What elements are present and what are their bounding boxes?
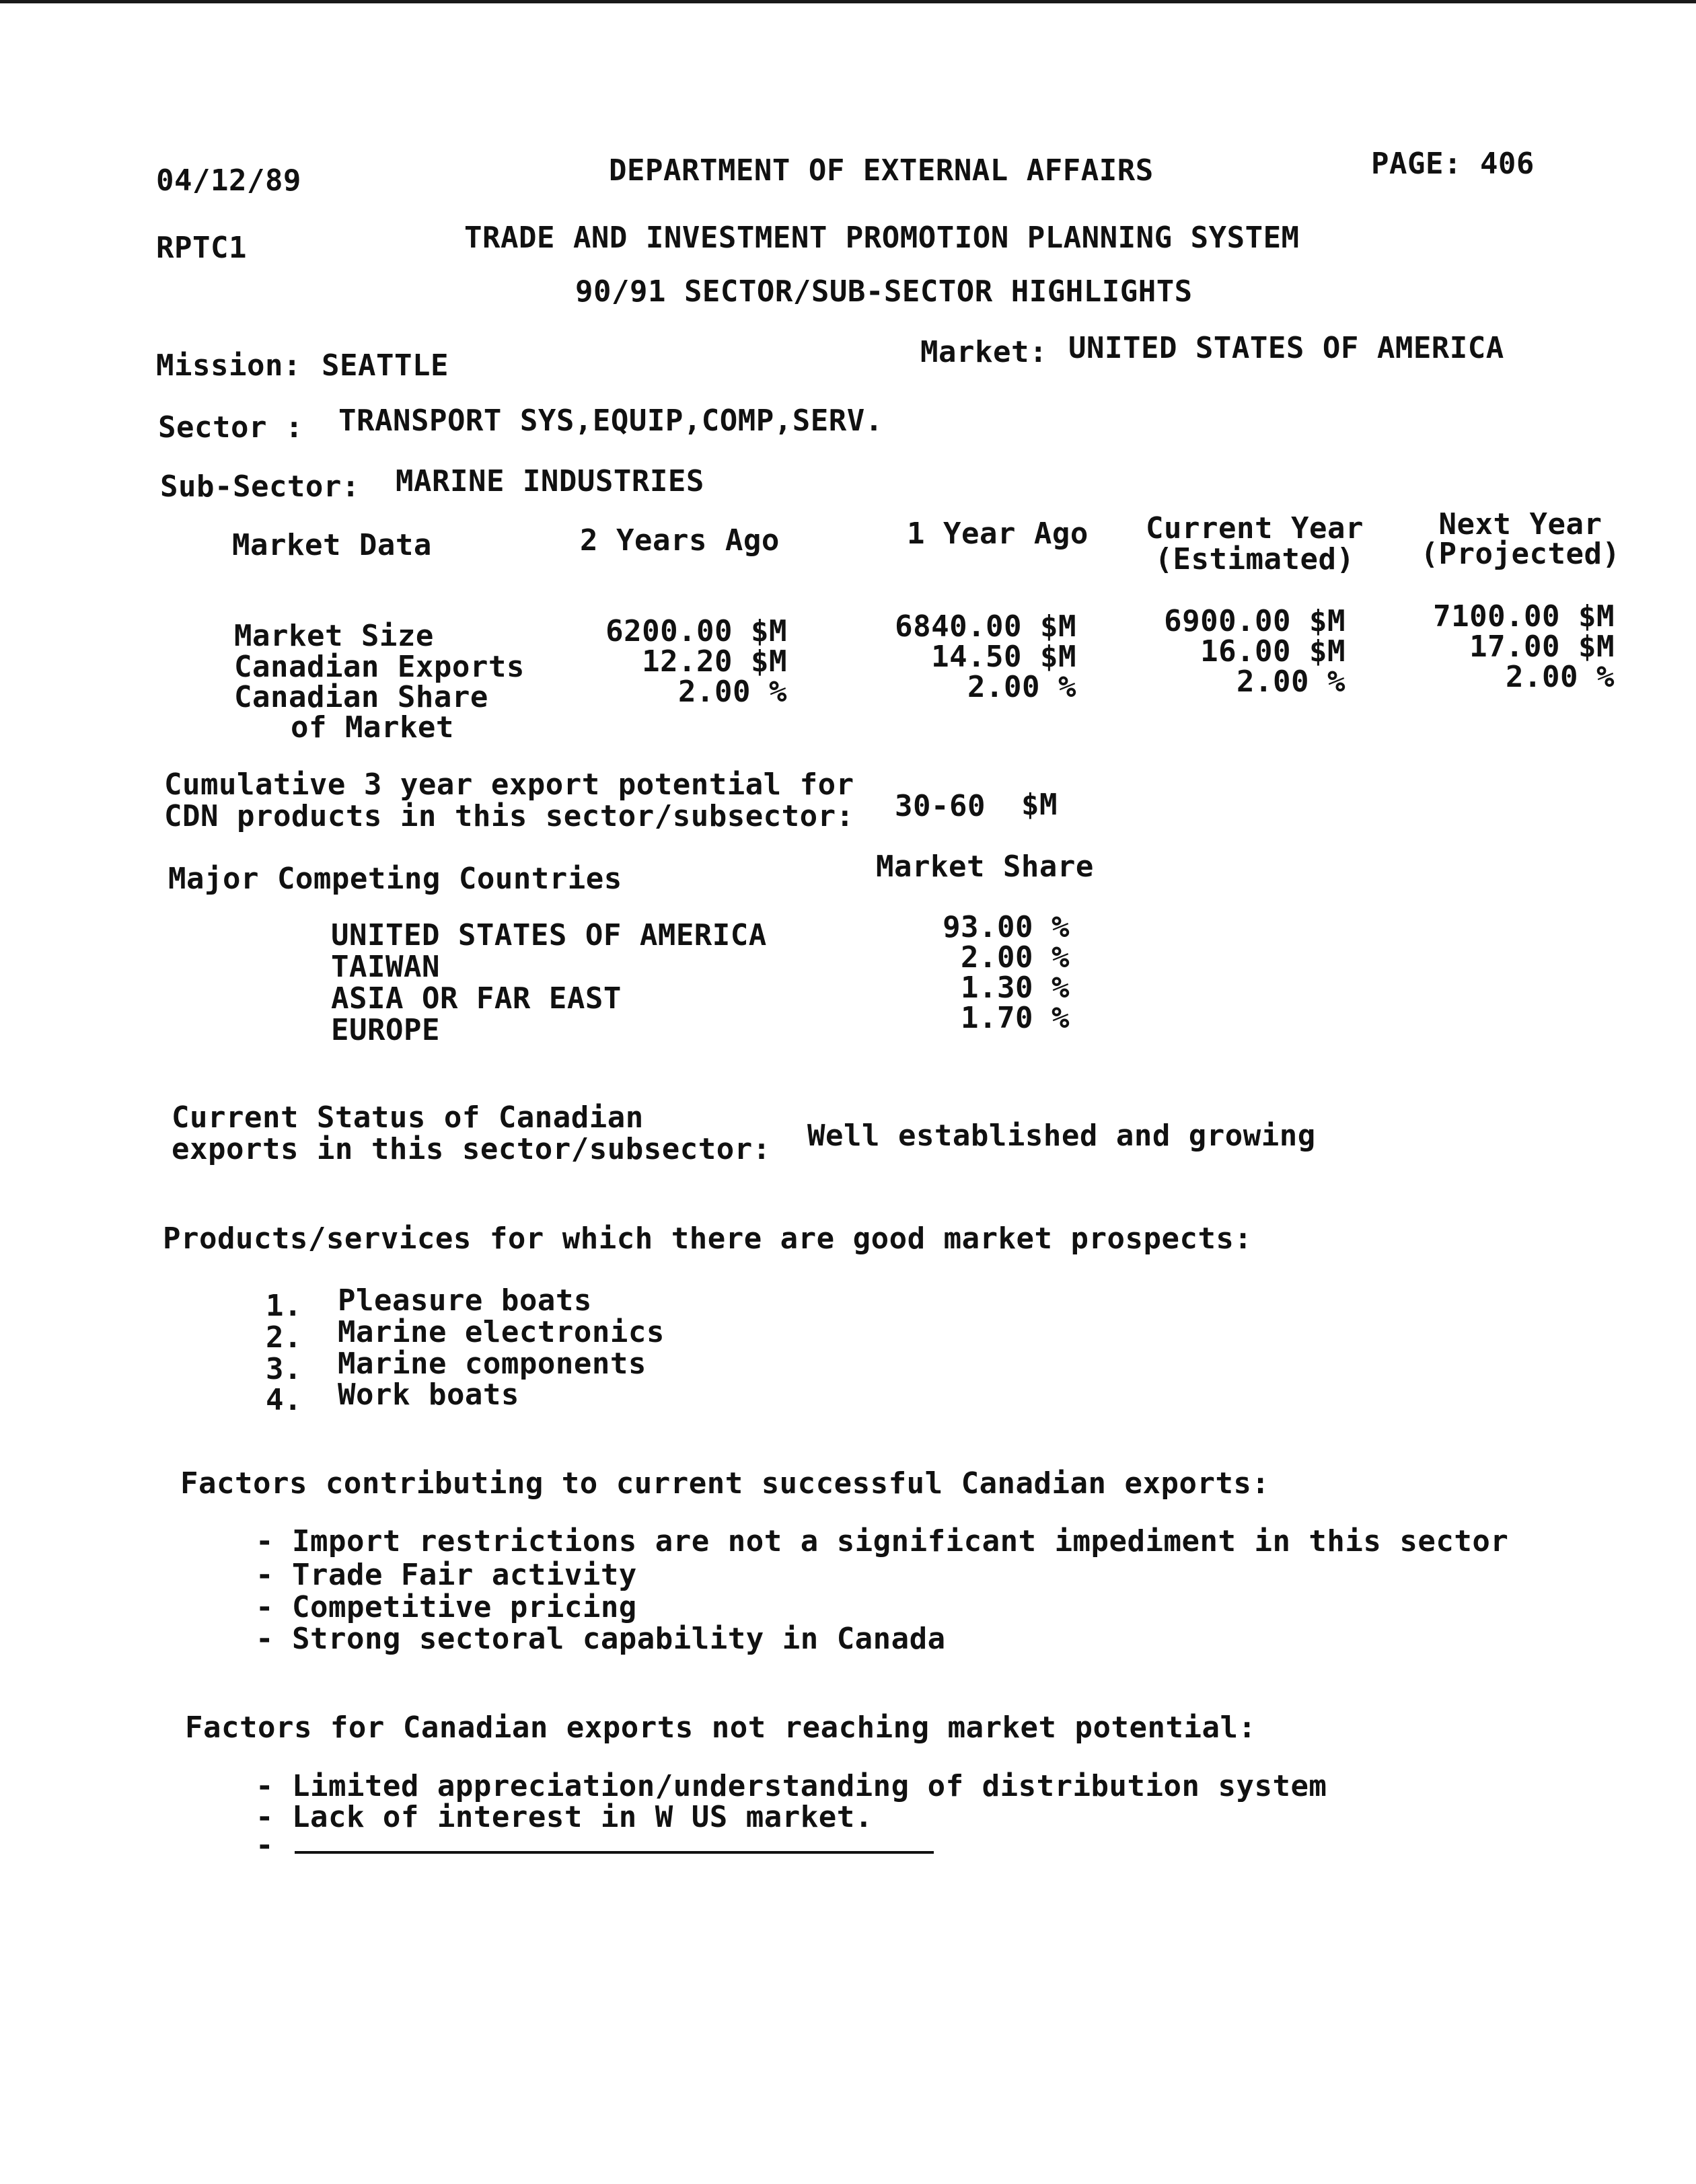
success-factor-item: - Import restrictions are not a significant impediment in this sector [256, 1524, 1509, 1558]
blank-entry-line [295, 1851, 934, 1854]
row-label-market-size: Market Size [234, 619, 434, 653]
page-number: PAGE: 406 [1371, 147, 1535, 181]
report-subtitle: 90/91 SECTOR/SUB-SECTOR HIGHLIGHTS [575, 274, 1193, 309]
status-value: Well established and growing [807, 1119, 1316, 1153]
cell-exports-2y: 12.20 $M [642, 644, 787, 679]
prospects-title: Products/services for which there are good market prospects: [163, 1221, 1253, 1256]
sector-label: Sector : [158, 410, 303, 445]
competitor-country: TAIWAN [331, 950, 440, 984]
cell-share-next: 2.00 % [1506, 660, 1615, 694]
prospect-item: Pleasure boats [338, 1283, 592, 1318]
sector-value: TRANSPORT SYS,EQUIP,COMP,SERV. [338, 404, 883, 438]
prospect-number: 3. [266, 1352, 302, 1386]
prospect-number: 1. [266, 1289, 302, 1323]
status-line-1: Current Status of Canadian [172, 1100, 644, 1135]
department-title: DEPARTMENT OF EXTERNAL AFFAIRS [609, 153, 1154, 188]
report-code: RPTC1 [156, 231, 247, 265]
prospect-item: Work boats [338, 1378, 519, 1412]
competitor-share: 1.70 % [961, 1001, 1070, 1035]
system-title: TRADE AND INVESTMENT PROMOTION PLANNING SYSTEM [464, 221, 1300, 255]
competitor-share: 93.00 % [943, 910, 1070, 944]
scan-edge [0, 0, 1696, 3]
barrier-factors-title: Factors for Canadian exports not reaching market potential: [185, 1710, 1257, 1745]
success-factor-item: - Competitive pricing [256, 1590, 637, 1624]
prospect-item: Marine components [338, 1347, 647, 1381]
potential-value: 30-60 [895, 789, 986, 823]
prospect-number: 4. [266, 1383, 302, 1417]
row-label-of-market: of Market [291, 710, 454, 745]
subsector-value: MARINE INDUSTRIES [396, 464, 704, 498]
subsector-label: Sub-Sector: [160, 469, 360, 504]
barrier-factor-item: - Lack of interest in W US market. [256, 1800, 873, 1834]
competitor-country: EUROPE [331, 1013, 440, 1047]
market-value: UNITED STATES OF AMERICA [1068, 331, 1504, 365]
competitor-share: 2.00 % [961, 940, 1070, 975]
col-header-estimated: (Estimated) [1154, 542, 1355, 576]
prospect-number: 2. [266, 1320, 302, 1355]
barrier-factor-item: - Limited appreciation/understanding of distribution system [256, 1769, 1327, 1803]
cell-share-current: 2.00 % [1237, 665, 1345, 699]
col-header-current-year: Current Year [1146, 511, 1364, 545]
competitors-title: Major Competing Countries [168, 862, 622, 896]
competitor-country: UNITED STATES OF AMERICA [331, 918, 767, 952]
col-header-1-year-ago: 1 Year Ago [907, 517, 1089, 551]
cell-exports-next: 17.00 $M [1469, 630, 1615, 664]
cell-exports-current: 16.00 $M [1200, 634, 1345, 669]
potential-line-1: Cumulative 3 year export potential for [164, 767, 854, 802]
potential-line-2: CDN products in this sector/subsector: [164, 799, 854, 833]
potential-unit: $M [1021, 788, 1058, 822]
mission-label: Mission: [156, 348, 301, 383]
market-share-header: Market Share [876, 850, 1094, 884]
status-line-2: exports in this sector/subsector: [172, 1132, 771, 1166]
cell-share-2y: 2.00 % [678, 675, 787, 709]
cell-market-size-2y: 6200.00 $M [605, 614, 787, 648]
col-header-next-year: Next Year [1438, 507, 1602, 541]
market-label: Market: [920, 335, 1047, 369]
mission-value: SEATTLE [322, 348, 449, 383]
barrier-factor-item: - [256, 1828, 274, 1862]
cell-market-size-next: 7100.00 $M [1433, 599, 1615, 634]
cell-exports-1y: 14.50 $M [931, 640, 1076, 674]
success-factors-title: Factors contributing to current successful Canadian exports: [180, 1466, 1270, 1501]
cell-share-1y: 2.00 % [967, 670, 1076, 704]
col-header-projected: (Projected) [1420, 537, 1621, 571]
cell-market-size-1y: 6840.00 $M [895, 609, 1076, 644]
competitor-country: ASIA OR FAR EAST [331, 981, 622, 1016]
success-factor-item: - Trade Fair activity [256, 1558, 637, 1592]
col-header-market-data: Market Data [232, 528, 432, 562]
row-label-canadian-share: Canadian Share [234, 680, 488, 714]
cell-market-size-current: 6900.00 $M [1164, 604, 1345, 638]
competitor-share: 1.30 % [961, 971, 1070, 1005]
success-factor-item: - Strong sectoral capability in Canada [256, 1622, 946, 1656]
row-label-canadian-exports: Canadian Exports [234, 650, 525, 684]
prospect-item: Marine electronics [338, 1315, 665, 1349]
report-date: 04/12/89 [156, 163, 301, 198]
col-header-2-years-ago: 2 Years Ago [580, 523, 780, 558]
